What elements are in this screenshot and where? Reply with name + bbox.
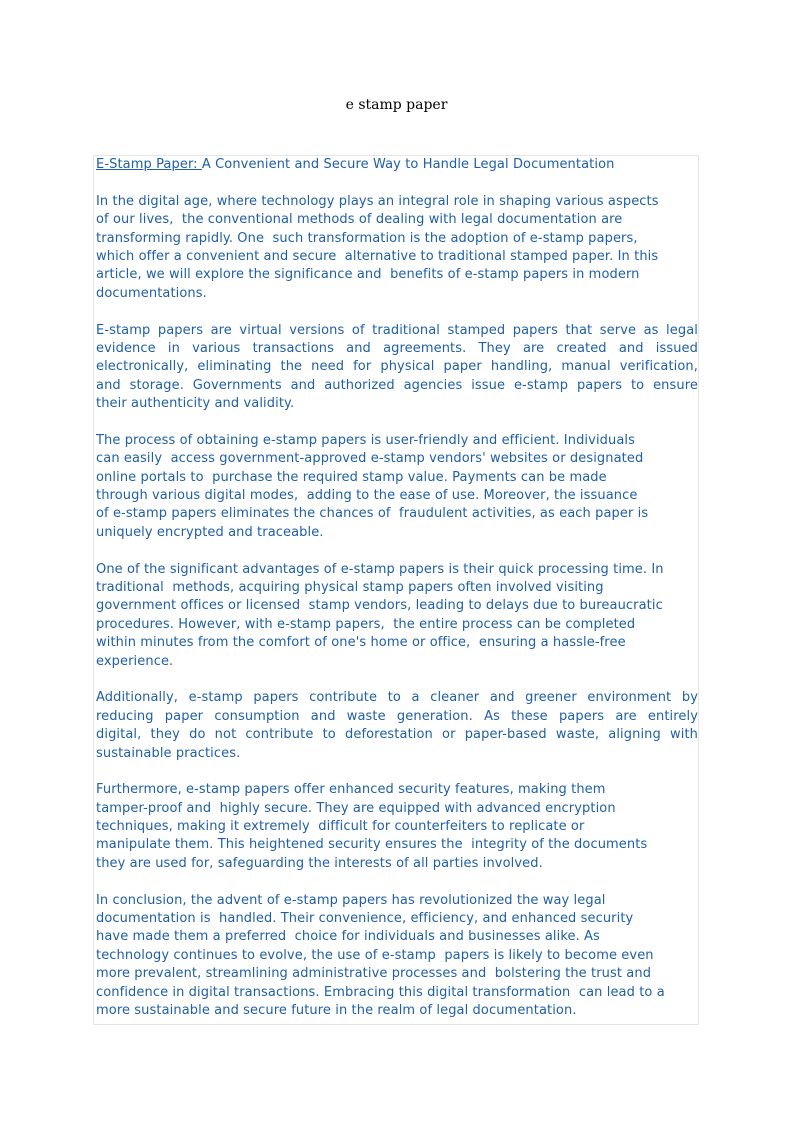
paragraph-line: electronically, eliminating the need for physical paper handling, manual verification, [96, 359, 698, 375]
paragraph-line: confidence in digital transactions. Embracing this digital transformation can lead to a [96, 984, 665, 1000]
paragraph-line: sustainable practices. [96, 745, 241, 761]
paragraph-line: experience. [96, 653, 174, 669]
paragraph-line: which offer a convenient and secure alternative to traditional stamped paper. In this [96, 248, 659, 264]
paragraph-line: their authenticity and validity. [96, 396, 295, 412]
paragraph-security [96, 781, 698, 873]
paragraph-line: digital, they do not contribute to deforestation or paper-based waste, aligning with [96, 727, 698, 743]
paragraph-line: transforming rapidly. One such transformation is the adoption of e-stamp papers, [96, 230, 638, 246]
paragraph-line: manipulate them. This heightened security ensures the integrity of the documents [96, 837, 648, 853]
paragraph-definition [96, 322, 698, 414]
paragraph-line: of our lives, the conventional methods of dealing with legal documentation are [96, 212, 623, 228]
paragraph-line: The process of obtaining e-stamp papers is user-friendly and efficient. Individuals [96, 432, 635, 448]
paragraph-line: more sustainable and secure future in the realm of legal documentation. [96, 1002, 577, 1018]
paragraph-line: can easily access government-approved e-stamp vendors' websites or designated [96, 451, 644, 467]
page-title: e stamp paper [345, 97, 448, 113]
paragraph-line: techniques, making it extremely difficult for counterfeiters to replicate or [96, 819, 585, 835]
paragraph-line: online portals to purchase the required stamp value. Payments can be made [96, 469, 607, 485]
paragraph-intro [96, 193, 698, 303]
paragraph-line: more prevalent, streamlining administrative processes and bolstering the trust and [96, 966, 652, 982]
paragraph-line: they are used for, safeguarding the interests of all parties involved. [96, 855, 543, 871]
paragraph-line: E-stamp papers are virtual versions of traditional stamped papers that serve as legal [96, 322, 698, 338]
paragraph-line: Additionally, e-stamp papers contribute to a cleaner and greener environment by [96, 690, 698, 706]
paragraph-line: technology continues to evolve, the use of e-stamp papers is likely to become even [96, 947, 654, 963]
paragraph-environment [96, 689, 698, 763]
paragraph-line: of e-stamp papers eliminates the chances of fraudulent activities, as each paper is [96, 506, 649, 522]
paragraph-line: article, we will explore the significance and benefits of e-stamp papers in modern [96, 267, 640, 283]
paragraph-advantages [96, 561, 698, 671]
article-heading [96, 156, 698, 174]
paragraph-line: documentation is handled. Their convenience, efficiency, and enhanced security [96, 911, 634, 927]
paragraph-line: government offices or licensed stamp vendors, leading to delays due to bureaucratic [96, 598, 663, 614]
paragraph-line: through various digital modes, adding to the ease of use. Moreover, the issuance [96, 488, 638, 504]
paragraph-line: documentations. [96, 285, 207, 301]
paragraph-line: In the digital age, where technology plays an integral role in shaping various aspects [96, 193, 659, 209]
heading-link[interactable]: E-Stamp Paper: [96, 157, 202, 172]
paragraph-line: within minutes from the comfort of one's home or office, ensuring a hassle-free [96, 635, 626, 651]
paragraph-line: One of the significant advantages of e-stamp papers is their quick processing time. In [96, 561, 664, 577]
paragraph-line: Furthermore, e-stamp papers offer enhanced security features, making them [96, 782, 606, 798]
paragraph-line: uniquely encrypted and traceable. [96, 524, 324, 540]
paragraph-line: procedures. However, with e-stamp papers, the entire process can be completed [96, 616, 636, 632]
paragraph-line: In conclusion, the advent of e-stamp papers has revolutionized the way legal [96, 892, 606, 908]
article-body [96, 156, 698, 1020]
heading-text: A Convenient and Secure Way to Handle Legal Documentation [201, 157, 615, 172]
paragraph-process [96, 432, 698, 542]
paragraph-line: reducing paper consumption and waste generation. As these papers are entirely [96, 708, 698, 724]
paragraph-conclusion [96, 892, 698, 1021]
paragraph-line: have made them a preferred choice for individuals and businesses alike. As [96, 929, 600, 945]
paragraph-line: tamper-proof and highly secure. They are equipped with advanced encryption [96, 800, 616, 816]
paragraph-line: evidence in various transactions and agreements. They are created and issued [96, 340, 698, 356]
paragraph-line: traditional methods, acquiring physical stamp papers often involved visiting [96, 579, 604, 595]
paragraph-line: and storage. Governments and authorized agencies issue e-stamp papers to ensure [96, 377, 698, 393]
